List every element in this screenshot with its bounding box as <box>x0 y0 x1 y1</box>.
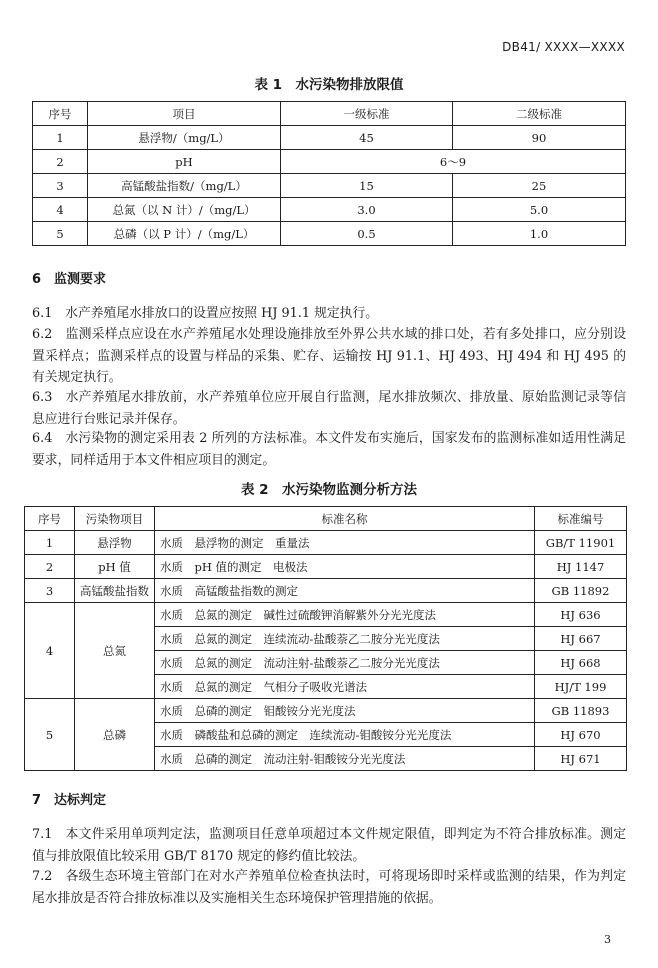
cell-no: 5 <box>33 222 88 246</box>
cell-pollutant: 悬浮物 <box>75 531 155 555</box>
section-7-title: 7 达标判定 <box>32 793 107 808</box>
table1-caption: 表 1 水污染物排放限值 <box>254 77 404 93</box>
table-header-row <box>25 507 627 531</box>
cell-standard-code: HJ 670 <box>535 723 627 747</box>
cell-standard-name: 水质 pH 值的测定 电极法 <box>155 555 535 579</box>
cell-level1: 45 <box>281 126 453 150</box>
col-header-pollutant: 污染物项目 <box>75 507 155 531</box>
cell-no: 3 <box>25 579 75 603</box>
cell-standard-name: 水质 总氮的测定 连续流动-盐酸萘乙二胺分光光度法 <box>155 627 535 651</box>
cell-level2: 25 <box>453 174 626 198</box>
cell-standard-code: HJ 667 <box>535 627 627 651</box>
cell-standard-name: 水质 悬浮物的测定 重量法 <box>155 531 535 555</box>
cell-pollutant: 高锰酸盐指数 <box>75 579 155 603</box>
table-row <box>33 126 626 150</box>
cell-no: 1 <box>33 126 88 150</box>
cell-standard-name: 水质 总氮的测定 碱性过硫酸钾消解紫外分光光度法 <box>155 603 535 627</box>
cell-no: 3 <box>33 174 88 198</box>
cell-level2: 90 <box>453 126 626 150</box>
table-row <box>33 222 626 246</box>
table2-caption: 表 2 水污染物监测分析方法 <box>240 482 418 498</box>
table-row <box>33 174 626 198</box>
cell-level2: 1.0 <box>453 222 626 246</box>
cell-item: 总磷（以 P 计）/（mg/L） <box>88 222 281 246</box>
table-row <box>25 579 627 603</box>
table-row <box>25 603 627 627</box>
cell-standard-name: 水质 总氮的测定 流动注射-盐酸萘乙二胺分光光度法 <box>155 651 535 675</box>
cell-no: 5 <box>25 699 75 771</box>
col-header-no: 序号 <box>33 102 88 126</box>
col-header-standard-code: 标准编号 <box>535 507 627 531</box>
table-row <box>33 150 626 174</box>
table-row <box>25 531 627 555</box>
col-header-no: 序号 <box>25 507 75 531</box>
cell-pollutant: pH 值 <box>75 555 155 579</box>
paragraph-7-2: 7.2 各级生态环境主管部门在对水产养殖单位检查执法时，可将现场即时采样或监测的结果，作为判定尾水排放是否符合排放标准以及实施相关生态环境保护管理措施的依据。 <box>32 869 626 906</box>
table-row <box>33 198 626 222</box>
cell-standard-code: HJ 668 <box>535 651 627 675</box>
cell-no: 1 <box>25 531 75 555</box>
section-6-title: 6 监测要求 <box>32 272 107 287</box>
cell-no: 2 <box>33 150 88 174</box>
cell-standard-code: GB 11892 <box>535 579 627 603</box>
cell-item: 总氮（以 N 计）/（mg/L） <box>88 198 281 222</box>
col-header-level2: 二级标准 <box>453 102 626 126</box>
cell-merged-value: 6～9 <box>281 150 626 174</box>
cell-level2: 5.0 <box>453 198 626 222</box>
table-row <box>25 555 627 579</box>
cell-no: 4 <box>33 198 88 222</box>
cell-standard-name: 水质 总磷的测定 流动注射-钼酸铵分光光度法 <box>155 747 535 771</box>
col-header-standard-name: 标准名称 <box>155 507 535 531</box>
emission-limits-table <box>32 101 626 246</box>
cell-level1: 15 <box>281 174 453 198</box>
paragraph-6-4: 6.4 水污染物的测定采用表 2 所列的方法标准。本文件发布实施后，国家发布的监测标准如适用性满足要求，同样适用于本文件相应项目的测定。 <box>32 431 626 468</box>
cell-standard-name: 水质 总氮的测定 气相分子吸收光谱法 <box>155 675 535 699</box>
cell-standard-code: HJ/T 199 <box>535 675 627 699</box>
cell-pollutant: 总磷 <box>75 699 155 771</box>
cell-standard-code: HJ 1147 <box>535 555 627 579</box>
cell-pollutant: 总氮 <box>75 603 155 699</box>
paragraph-6-1: 6.1 水产养殖尾水排放口的设置应按照 HJ 91.1 规定执行。 <box>32 306 379 321</box>
cell-standard-code: GB/T 11901 <box>535 531 627 555</box>
cell-standard-name: 水质 磷酸盐和总磷的测定 连续流动-钼酸铵分光光度法 <box>155 723 535 747</box>
cell-standard-name: 水质 高锰酸盐指数的测定 <box>155 579 535 603</box>
cell-item: 悬浮物/（mg/L） <box>88 126 281 150</box>
monitoring-methods-table <box>24 506 627 771</box>
cell-item: 高锰酸盐指数/（mg/L） <box>88 174 281 198</box>
table-row <box>25 699 627 723</box>
cell-level1: 0.5 <box>281 222 453 246</box>
cell-no: 4 <box>25 603 75 699</box>
document-code: DB41/ XXXX—XXXX <box>502 40 625 54</box>
col-header-level1: 一级标准 <box>281 102 453 126</box>
col-header-item: 项目 <box>88 102 281 126</box>
cell-level1: 3.0 <box>281 198 453 222</box>
paragraph-6-3: 6.3 水产养殖尾水排放前，水产养殖单位应开展自行监测，尾水排放频次、排放量、原始监测记录等信息应进行台账记录并保存。 <box>32 390 626 427</box>
cell-standard-code: HJ 636 <box>535 603 627 627</box>
table-header-row <box>33 102 626 126</box>
cell-standard-code: HJ 671 <box>535 747 627 771</box>
cell-standard-code: GB 11893 <box>535 699 627 723</box>
page-number: 3 <box>604 933 611 946</box>
cell-no: 2 <box>25 555 75 579</box>
cell-item: pH <box>88 150 281 174</box>
cell-standard-name: 水质 总磷的测定 钼酸铵分光光度法 <box>155 699 535 723</box>
paragraph-6-2: 6.2 监测采样点应设在水产养殖尾水处理设施排放至外界公共水域的排口处，若有多处排口，应分别设置采样点；监测采样点的设置与样品的采集、贮存、运输按 HJ 91.1、HJ 493、HJ 494 和 HJ 495 的有关规定执行。 <box>32 327 626 385</box>
paragraph-7-1: 7.1 本文件采用单项判定法，监测项目任意单项超过本文件规定限值，即判定为不符合排放标准。测定值与排放限值比较采用 GB/T 8170 规定的修约值比较法。 <box>32 827 626 864</box>
